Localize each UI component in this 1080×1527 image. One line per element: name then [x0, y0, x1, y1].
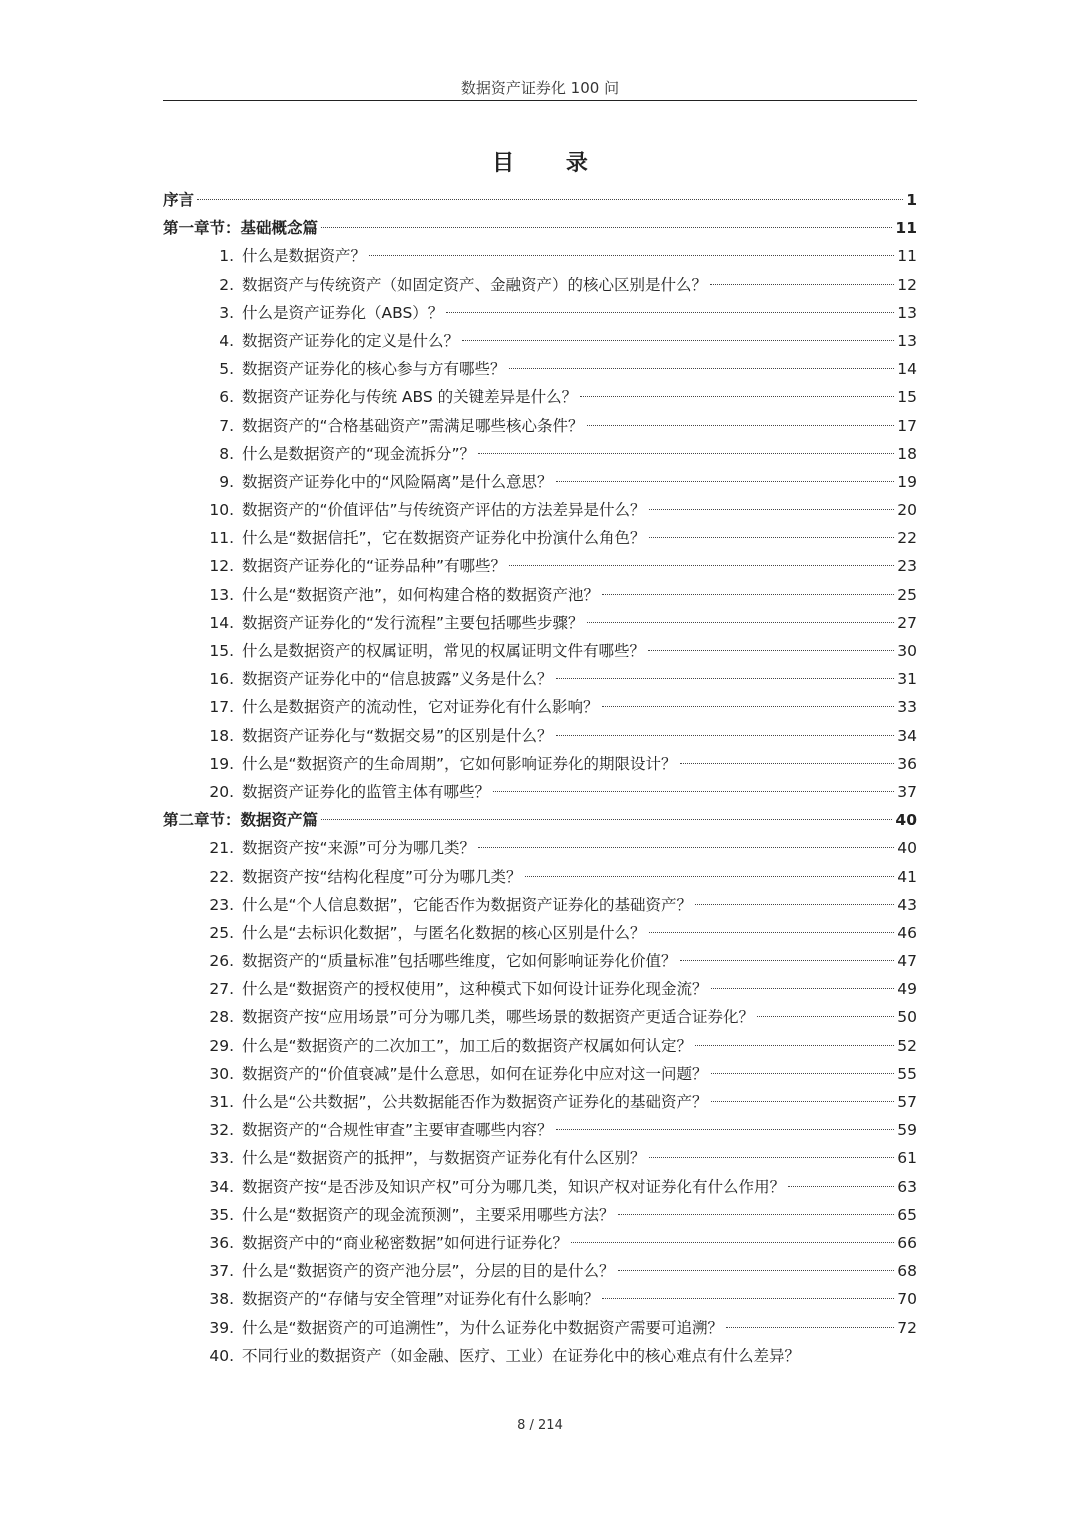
toc-page-number: 40: [895, 811, 917, 830]
toc-question-entry[interactable]: [163, 863, 917, 891]
toc-entry-text: 什么是“数据资产的现金流预测”，主要采用哪些方法？: [242, 1205, 615, 1224]
toc-page-number: 47: [897, 952, 917, 971]
toc-page-number: 37: [897, 782, 917, 801]
toc-entry-number: 40.: [209, 1346, 234, 1365]
toc-dot-leader: [556, 678, 895, 679]
toc-question-entry[interactable]: [163, 383, 917, 411]
toc-page-number: 22: [897, 529, 917, 548]
toc-question-entry[interactable]: [163, 1285, 917, 1313]
toc-question-entry[interactable]: [163, 1060, 917, 1088]
toc-entry-number: 1.: [219, 247, 234, 266]
toc-entry-number: 37.: [209, 1262, 234, 1281]
toc-dot-leader: [710, 284, 894, 285]
toc-page-number: 63: [897, 1177, 917, 1196]
toc-entry-number: 4.: [219, 331, 234, 350]
toc-entry-text: 什么是“去标识化数据”，与匿名化数据的核心区别是什么？: [242, 923, 646, 942]
toc-entry-text: 序言: [163, 191, 195, 209]
toc-question-entry[interactable]: [163, 355, 917, 383]
toc-question-entry[interactable]: [163, 891, 917, 919]
toc-page-number: 27: [897, 613, 917, 632]
toc-page-number: 14: [897, 360, 917, 379]
toc-dot-leader: [556, 1129, 895, 1130]
toc-title: 目 录: [492, 151, 610, 176]
toc-dot-leader: [757, 1016, 894, 1017]
toc-question-entry[interactable]: [163, 1229, 917, 1257]
toc-page-number: 19: [897, 472, 917, 491]
toc-dot-leader: [509, 565, 894, 566]
toc-entry-text: 数据资产的“价值衰减”是什么意思，如何在证券化中应对这一问题？: [242, 1064, 708, 1083]
toc-question-entry[interactable]: [163, 552, 917, 580]
toc-entry-text: 什么是“数据资产的资产池分层”，分层的目的是什么？: [242, 1262, 615, 1281]
toc-entry-text: 什么是“数据资产池”，如何构建合格的数据资产池？: [242, 585, 600, 604]
toc-page-number: 43: [897, 895, 917, 914]
toc-question-entry[interactable]: [163, 637, 917, 665]
toc-entry-number: 5.: [219, 360, 234, 379]
toc-question-entry[interactable]: [163, 609, 917, 637]
toc-page-number: 70: [897, 1290, 917, 1309]
toc-entry-number: 6.: [219, 388, 234, 407]
toc-dot-leader: [711, 1073, 895, 1074]
toc-page-number: 34: [897, 726, 917, 745]
toc-page-number: 20: [897, 501, 917, 520]
toc-entry-number: 26.: [209, 952, 234, 971]
toc-dot-leader: [321, 227, 892, 228]
toc-question-entry[interactable]: [163, 722, 917, 750]
toc-dot-leader: [478, 847, 894, 848]
toc-dot-leader: [648, 650, 894, 651]
toc-chapter-entry[interactable]: [163, 214, 917, 242]
toc-dot-leader: [618, 1270, 895, 1271]
toc-entry-text: 什么是“公共数据”，公共数据能否作为数据资产证券化的基础资产？: [242, 1093, 708, 1111]
toc-entry-text: 什么是“数据资产的可追溯性”，为什么证券化中数据资产需要可追溯？: [242, 1318, 724, 1337]
toc-page-number: 11: [897, 247, 917, 266]
toc-page-number: 61: [897, 1149, 917, 1168]
toc-entry-number: 13.: [209, 585, 234, 604]
toc-page-number: 17: [897, 416, 917, 435]
toc-entry-number: 7.: [219, 416, 234, 435]
toc-entry-text: 数据资产证券化与传统 ABS 的关键差异是什么？: [242, 388, 578, 407]
toc-entry-number: 35.: [209, 1205, 234, 1224]
toc-question-entry[interactable]: [163, 1173, 917, 1201]
toc-entry-text: 什么是“数据资产的生命周期”，它如何影响证券化的期限设计？: [242, 754, 677, 773]
toc-page-number: 57: [897, 1093, 917, 1111]
toc-dot-leader: [587, 622, 895, 623]
toc-page-number: 40: [897, 839, 917, 858]
toc-dot-leader: [580, 396, 894, 397]
toc-entry-text: 什么是数据资产的“现金流拆分”？: [242, 444, 476, 463]
toc-entry-text: 什么是数据资产的权属证明，常见的权属证明文件有哪些？: [242, 642, 646, 660]
toc-dot-leader: [602, 1298, 894, 1299]
toc-question-entry[interactable]: [163, 1257, 917, 1285]
toc-page-number: 41: [897, 867, 917, 886]
running-header: 数据资产证券化 100 问: [460, 79, 620, 97]
toc-dot-leader: [525, 876, 895, 877]
toc-question-entry[interactable]: [163, 581, 917, 609]
toc-dot-leader: [695, 904, 894, 905]
toc-entry-text: 什么是“个人信息数据”，它能否作为数据资产证券化的基础资产？: [242, 895, 693, 914]
toc-page-number: 18: [897, 444, 917, 463]
toc-entry-number: 33.: [209, 1149, 234, 1168]
toc-dot-leader: [680, 763, 895, 764]
toc-question-entry[interactable]: [163, 834, 917, 862]
toc-question-entry[interactable]: [163, 947, 917, 975]
toc-entry-number: 2.: [219, 275, 234, 294]
toc-entry-text: 数据资产的“质量标准”包括哪些维度，它如何影响证券化价值？: [242, 952, 677, 971]
toc-entry-number: 39.: [209, 1318, 234, 1337]
toc-entry-text: 什么是“数据资产的授权使用”，这种模式下如何设计证券化现金流？: [242, 980, 708, 999]
toc-question-entry[interactable]: [163, 1032, 917, 1060]
toc-dot-leader: [369, 255, 894, 256]
toc-page-number: 46: [897, 923, 917, 942]
toc-entry-number: 28.: [209, 1008, 234, 1027]
toc-entry-number: 19.: [209, 754, 234, 773]
toc-dot-leader: [197, 199, 903, 200]
toc-entry-text: 数据资产证券化的定义是什么？: [242, 331, 460, 350]
toc-entry-text: 数据资产按“应用场景”可分为哪几类，哪些场景的数据资产更适合证券化？: [242, 1008, 755, 1027]
toc-page-number: 65: [897, 1205, 917, 1224]
toc-question-entry[interactable]: [163, 1116, 917, 1144]
toc-question-entry[interactable]: [163, 665, 917, 693]
toc-entry-number: 31.: [209, 1093, 234, 1111]
toc-entry-number: 11.: [209, 529, 234, 548]
toc-entry-text: 数据资产证券化的“证券品种”有哪些？: [242, 557, 507, 576]
toc-question-entry[interactable]: [163, 271, 917, 299]
toc-entry-text: 什么是数据资产的流动性，它对证券化有什么影响？: [242, 698, 599, 717]
toc-question-entry[interactable]: [163, 1003, 917, 1031]
toc-dot-leader: [618, 1214, 895, 1215]
toc-entry-number: 10.: [209, 501, 234, 520]
toc-entry-text: 数据资产的“价值评估”与传统资产评估的方法差异是什么？: [242, 501, 646, 520]
toc-page-number: 23: [897, 557, 917, 576]
toc-page-number: 25: [897, 585, 917, 604]
toc-chapter-entry[interactable]: [163, 186, 917, 214]
toc-question-entry[interactable]: [163, 496, 917, 524]
toc-entry-number: 8.: [219, 444, 234, 463]
toc-entry-number: 16.: [209, 670, 234, 689]
toc-page-number: 59: [897, 1121, 917, 1140]
toc-entry-text: 数据资产按“结构化程度”可分为哪几类？: [242, 867, 522, 886]
toc-dot-leader: [680, 960, 895, 961]
toc-entry-text: 数据资产证券化与“数据交易”的区别是什么？: [242, 726, 553, 745]
toc-dot-leader: [462, 340, 894, 341]
toc-dot-leader: [649, 932, 895, 933]
toc-page-number: 13: [897, 331, 917, 350]
toc-entry-number: 21.: [209, 839, 234, 858]
toc-page-number: 30: [897, 642, 917, 660]
toc-dot-leader: [321, 819, 892, 820]
toc-page-number: 11: [895, 219, 917, 238]
toc-page-number: 33: [897, 698, 917, 717]
table-of-contents: [163, 186, 917, 1370]
toc-entry-text: 什么是“数据资产的二次加工”，加工后的数据资产权属如何认定？: [242, 1036, 693, 1055]
toc-entry-text: 数据资产的“合格基础资产”需满足哪些核心条件？: [242, 416, 584, 435]
toc-question-entry[interactable]: [163, 1144, 917, 1172]
toc-chapter-entry[interactable]: [163, 806, 917, 834]
toc-question-entry[interactable]: [163, 1314, 917, 1342]
toc-dot-leader: [478, 453, 894, 454]
toc-entry-number: 29.: [209, 1036, 234, 1055]
toc-question-entry[interactable]: [163, 440, 917, 468]
toc-entry-text: 数据资产的“存储与安全管理”对证券化有什么影响？: [242, 1290, 600, 1309]
toc-question-entry[interactable]: [163, 412, 917, 440]
toc-entry-number: 20.: [209, 782, 234, 801]
toc-page-number: 68: [897, 1262, 917, 1281]
toc-question-entry[interactable]: [163, 778, 917, 806]
toc-dot-leader: [509, 368, 895, 369]
toc-entry-number: 32.: [209, 1121, 234, 1140]
toc-page-number: 13: [897, 303, 917, 322]
header-rule: [163, 100, 917, 101]
toc-dot-leader: [649, 1157, 895, 1158]
toc-entry-text: 数据资产按“是否涉及知识产权”可分为哪几类，知识产权对证券化有什么作用？: [242, 1177, 786, 1196]
toc-dot-leader: [556, 735, 895, 736]
toc-question-entry[interactable]: [163, 750, 917, 778]
toc-question-entry[interactable]: [163, 693, 917, 721]
toc-question-entry[interactable]: [163, 524, 917, 552]
toc-entry-text: 第二章节：数据资产篇: [163, 811, 319, 830]
toc-page-number: 36: [897, 754, 917, 773]
toc-dot-leader: [649, 537, 895, 538]
toc-page-number: 49: [897, 980, 917, 999]
toc-dot-leader: [587, 425, 895, 426]
toc-entry-text: 数据资产的“合规性审查”主要审查哪些内容？: [242, 1121, 553, 1140]
toc-entry-number: 12.: [209, 557, 234, 576]
toc-page-number: 66: [897, 1233, 917, 1252]
toc-entry-text: 数据资产按“来源”可分为哪几类？: [242, 839, 476, 858]
toc-question-entry[interactable]: [163, 1342, 917, 1370]
page-indicator: 8 / 214: [517, 1418, 563, 1433]
toc-entry-number: 3.: [219, 303, 234, 322]
toc-dot-leader: [711, 1101, 895, 1102]
toc-question-entry[interactable]: [163, 327, 917, 355]
toc-entry-number: 14.: [209, 613, 234, 632]
toc-question-entry[interactable]: [163, 1201, 917, 1229]
toc-dot-leader: [788, 1186, 894, 1187]
toc-entry-number: 30.: [209, 1064, 234, 1083]
toc-question-entry[interactable]: [163, 919, 917, 947]
toc-question-entry[interactable]: [163, 468, 917, 496]
toc-entry-number: 34.: [209, 1177, 234, 1196]
toc-entry-text: 数据资产证券化的“发行流程”主要包括哪些步骤？: [242, 613, 584, 632]
toc-entry-text: 什么是“数据资产的抵押”，与数据资产证券化有什么区别？: [242, 1149, 646, 1168]
toc-entry-number: 9.: [219, 472, 234, 491]
toc-question-entry[interactable]: [163, 975, 917, 1003]
toc-dot-leader: [649, 509, 895, 510]
toc-entry-text: 数据资产证券化的监管主体有哪些？: [242, 782, 491, 801]
toc-dot-leader: [446, 312, 894, 313]
toc-page-number: 72: [897, 1318, 917, 1337]
toc-entry-text: 什么是数据资产？: [242, 247, 367, 266]
toc-dot-leader: [726, 1327, 894, 1328]
toc-entry-text: 数据资产中的“商业秘密数据”如何进行证券化？: [242, 1233, 569, 1252]
toc-entry-text: 数据资产与传统资产（如固定资产、金融资产）的核心区别是什么？: [242, 275, 708, 294]
toc-entry-text: 数据资产证券化的核心参与方有哪些？: [242, 360, 506, 379]
toc-dot-leader: [602, 594, 894, 595]
toc-entry-text: 第一章节：基础概念篇: [163, 219, 319, 238]
toc-entry-number: 36.: [209, 1233, 234, 1252]
toc-dot-leader: [493, 791, 894, 792]
toc-page-number: 15: [897, 388, 917, 407]
toc-entry-number: 22.: [209, 867, 234, 886]
toc-page-number: 50: [897, 1008, 917, 1027]
toc-entry-number: 15.: [209, 642, 234, 660]
toc-page-number: 52: [897, 1036, 917, 1055]
toc-entry-number: 17.: [209, 698, 234, 717]
toc-entry-text: 什么是资产证券化（ABS）？: [242, 303, 444, 322]
toc-entry-text: 什么是“数据信托”，它在数据资产证券化中扮演什么角色？: [242, 529, 646, 548]
toc-question-entry[interactable]: [163, 299, 917, 327]
toc-entry-number: 25.: [209, 923, 234, 942]
toc-question-entry[interactable]: [163, 242, 917, 270]
toc-entry-number: 38.: [209, 1290, 234, 1309]
toc-entry-text: 数据资产证券化中的“信息披露”义务是什么？: [242, 670, 553, 689]
toc-dot-leader: [556, 481, 895, 482]
toc-dot-leader: [602, 706, 895, 707]
toc-dot-leader: [711, 988, 895, 989]
toc-question-entry[interactable]: [163, 1088, 917, 1116]
toc-entry-number: 27.: [209, 980, 234, 999]
toc-page-number: 31: [897, 670, 917, 689]
toc-entry-number: 18.: [209, 726, 234, 745]
toc-dot-leader: [695, 1045, 894, 1046]
toc-dot-leader: [571, 1242, 894, 1243]
toc-page-number: 55: [897, 1064, 917, 1083]
toc-page-number: 12: [897, 275, 917, 294]
toc-entry-number: 23.: [209, 895, 234, 914]
toc-page-number: 1: [906, 191, 917, 209]
toc-entry-text: 数据资产证券化中的“风险隔离”是什么意思？: [242, 472, 553, 491]
toc-entry-text: 不同行业的数据资产（如金融、医疗、工业）在证券化中的核心难点有什么差异？: [242, 1346, 801, 1365]
